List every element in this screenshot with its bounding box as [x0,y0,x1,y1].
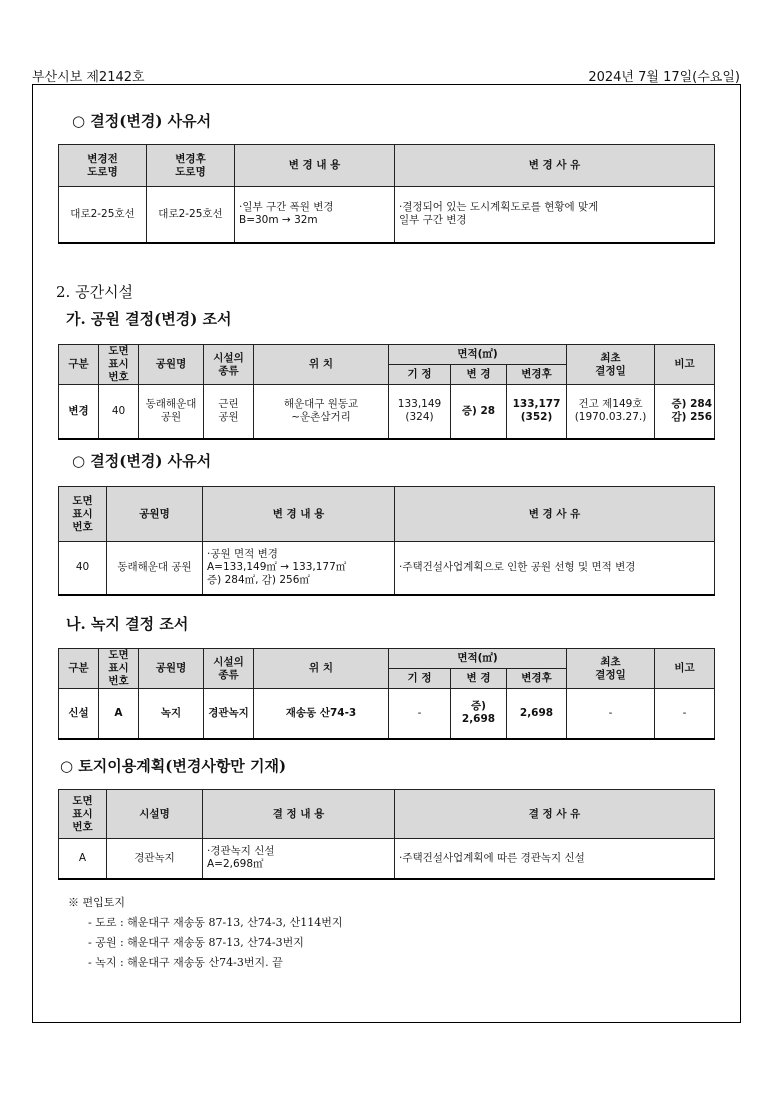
table-row [59,385,715,439]
th-remark: 비고 [655,649,715,689]
th-first-date: 최초 결정일 [567,345,655,385]
th-decision-content: 결 정 내 용 [203,790,395,839]
cell-first-date: 건고 제149호 (1970.03.27.) [567,385,655,439]
landuse-table [58,789,715,880]
th-after: 변경후 [507,365,567,385]
cell-first-date: - [567,689,655,739]
cell-decision-content: ·경관녹지 신설 A=2,698㎡ [203,839,395,879]
table-row [59,839,715,879]
cell-after-road: 대로2-25호선 [147,187,235,243]
section1-title: ○ 결정(변경) 사유서 [72,112,212,130]
note-title: ※ 편입토지 [68,896,126,909]
cell-before-road: 대로2-25호선 [59,187,147,243]
cell-map-no: 40 [59,542,107,595]
th-decision-reason: 결 정 사 유 [395,790,715,839]
cell-location: 해운대구 원동교 ~운촌삼거리 [254,385,389,439]
cell-gubun: 신설 [59,689,99,739]
table-row [59,689,715,739]
cell-map-no: A [59,839,107,879]
cell-decision-reason: ·주택건설사업계획에 따른 경관녹지 신설 [395,839,715,879]
th-gubun: 구분 [59,345,99,385]
th-area: 면적(㎡) [389,345,567,365]
th-park-name: 공원명 [139,649,204,689]
cell-location: 재송동 산74-3 [254,689,389,739]
cell-remark: 증) 284 감) 256 [655,385,715,439]
th-facility-name: 시설명 [107,790,203,839]
th-map-no: 도면 표시 번호 [99,345,139,385]
cell-map-no: 40 [99,385,139,439]
th-map-no: 도면 표시 번호 [99,649,139,689]
cell-green-name: 녹지 [139,689,204,739]
note-road: - 도로 : 해운대구 재송동 87-13, 산74-3, 산114번지 [88,916,343,929]
th-change-content: 변 경 내 용 [235,145,395,187]
cell-change: 증) 28 [451,385,507,439]
th-facility-type: 시설의 종류 [204,649,254,689]
incorporated-land-note [68,893,342,973]
cell-after: 2,698 [507,689,567,739]
park-table [58,344,715,440]
cell-change: 증) 2,698 [451,689,507,739]
table-row [59,187,715,243]
cell-existing: 133,149 (324) [389,385,451,439]
th-park-name: 공원명 [139,345,204,385]
th-first-date: 최초 결정일 [567,649,655,689]
cell-gubun: 변경 [59,385,99,439]
cell-park-name: 동래해운대 공원 [139,385,204,439]
green-table [58,648,715,740]
bulletin-issue: 부산시보 제2142호 [32,70,145,85]
park-subtitle: 가. 공원 결정(변경) 조서 [66,310,232,328]
th-after: 변경후 [507,669,567,689]
cell-park-name: 동래해운대 공원 [107,542,203,595]
th-change-reason: 변 경 사 유 [395,145,715,187]
cell-existing: - [389,689,451,739]
landuse-title: ○ 토지이용계획(변경사항만 기재) [60,757,287,775]
park-reason-table [58,486,715,596]
th-location: 위 치 [254,649,389,689]
cell-facility: 경관녹지 [204,689,254,739]
th-map-no: 도면 표시 번호 [59,790,107,839]
section2-title: 2. 공간시설 [56,283,134,301]
th-map-no: 도면 표시 번호 [59,487,107,542]
cell-change-reason: ·결정되어 있는 도시계획도로를 현황에 맞게 일부 구간 변경 [395,187,715,243]
th-area: 면적(㎡) [389,649,567,669]
th-remark: 비고 [655,345,715,385]
th-change-reason: 변 경 사 유 [395,487,715,542]
th-before-road: 변경전 도로명 [59,145,147,187]
th-change: 변 경 [451,669,507,689]
th-location: 위 치 [254,345,389,385]
th-existing: 기 정 [389,365,451,385]
note-green: - 녹지 : 해운대구 재송동 산74-3번지. 끝 [88,956,283,969]
cell-change-reason: ·주택건설사업계획으로 인한 공원 선형 및 면적 변경 [395,542,715,595]
cell-after: 133,177 (352) [507,385,567,439]
th-change-content: 변 경 내 용 [203,487,395,542]
th-existing: 기 정 [389,669,451,689]
cell-facility: 근린 공원 [204,385,254,439]
park-reason-title: ○ 결정(변경) 사유서 [72,452,212,470]
bulletin-date: 2024년 7월 17일(수요일) [588,70,740,85]
cell-map-no: A [99,689,139,739]
note-park: - 공원 : 해운대구 재송동 87-13, 산74-3번지 [88,936,304,949]
th-change: 변 경 [451,365,507,385]
cell-remark: - [655,689,715,739]
cell-change-content: ·일부 구간 폭원 변경 B=30m → 32m [235,187,395,243]
th-park-name: 공원명 [107,487,203,542]
cell-facility-name: 경관녹지 [107,839,203,879]
cell-change-content: ·공원 면적 변경 A=133,149㎡ → 133,177㎡ 증) 284㎡, 감) 256㎡ [203,542,395,595]
road-reason-table [58,144,715,244]
green-subtitle: 나. 녹지 결정 조서 [66,615,189,633]
th-after-road: 변경후 도로명 [147,145,235,187]
th-gubun: 구분 [59,649,99,689]
th-facility-type: 시설의 종류 [204,345,254,385]
table-row [59,542,715,595]
